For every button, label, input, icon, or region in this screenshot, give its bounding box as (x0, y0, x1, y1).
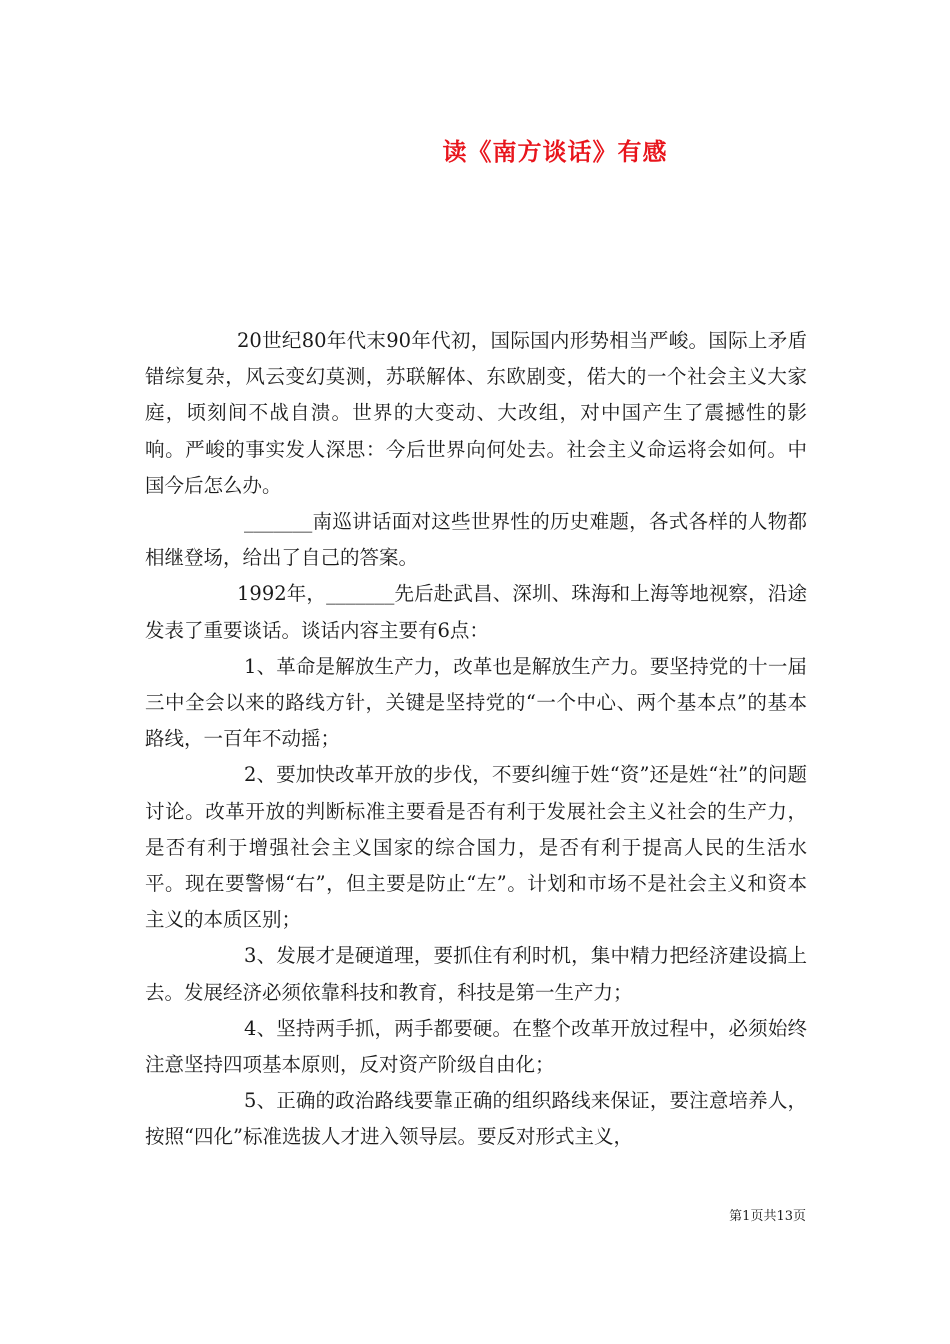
page-number-footer: 第1页共13页 (729, 1209, 806, 1224)
list-item-point-2: 2、要加快改革开放的步伐，不要纠缠于姓“资”还是姓“社”的问题讨论。改革开放的判断标准主要看是否有利于发展社会主义社会的生产力，是否有利于增强社会主义国家的综合国力，是否有利于提高人民的生活水平。现在要警惕“右”，但主要是防止“左”。计划和市场不是社会主义和资本主义的本质区别； (145, 763, 807, 932)
document-title: 读《南方谈话》有感 (442, 137, 668, 166)
list-item-point-3: 3、发展才是硬道理，要抓住有利时机，集中精力把经济建设搞上去。发展经济必须依靠科技和教育，科技是第一生产力； (145, 944, 807, 1004)
list-item-point-4: 4、坚持两手抓，两手都要硬。在整个改革开放过程中，必须始终注意坚持四项基本原则，反对资产阶级自由化； (145, 1016, 807, 1077)
list-item-point-5: 5、正确的政治路线要靠正确的组织路线来保证，要注意培养人，按照“四化”标准选拔人才进入领导层。要反对形式主义， (145, 1089, 807, 1149)
paragraph-intro: 20世纪80年代末90年代初，国际国内形势相当严峻。国际上矛盾错综复杂，风云变幻莫测，苏联解体、东欧剧变，偌大的一个社会主义大家庭，顷刻间不战自溃。世界的大变动、大改组，对中国产生了震撼性的影响。严峻的事实发人深思：今后世界向何处去。社会主义命运将会如何。中国今后怎么办。 (145, 329, 807, 497)
paragraph-1992: 1992年，_______先后赴武昌、深圳、珠海和上海等地视察，沿途发表了重要谈话。谈话内容主要有6点： (145, 582, 807, 642)
paragraph-speech: _______南巡讲话面对这些世界性的历史难题，各式各样的人物都相继登场，给出了自己的答案。 (145, 510, 807, 570)
list-item-point-1: 1、革命是解放生产力，改革也是解放生产力。要坚持党的十一届三中全会以来的路线方针，关键是坚持党的“一个中心、两个基本点”的基本路线，一百年不动摇； (145, 654, 807, 751)
document-body (145, 323, 807, 1156)
